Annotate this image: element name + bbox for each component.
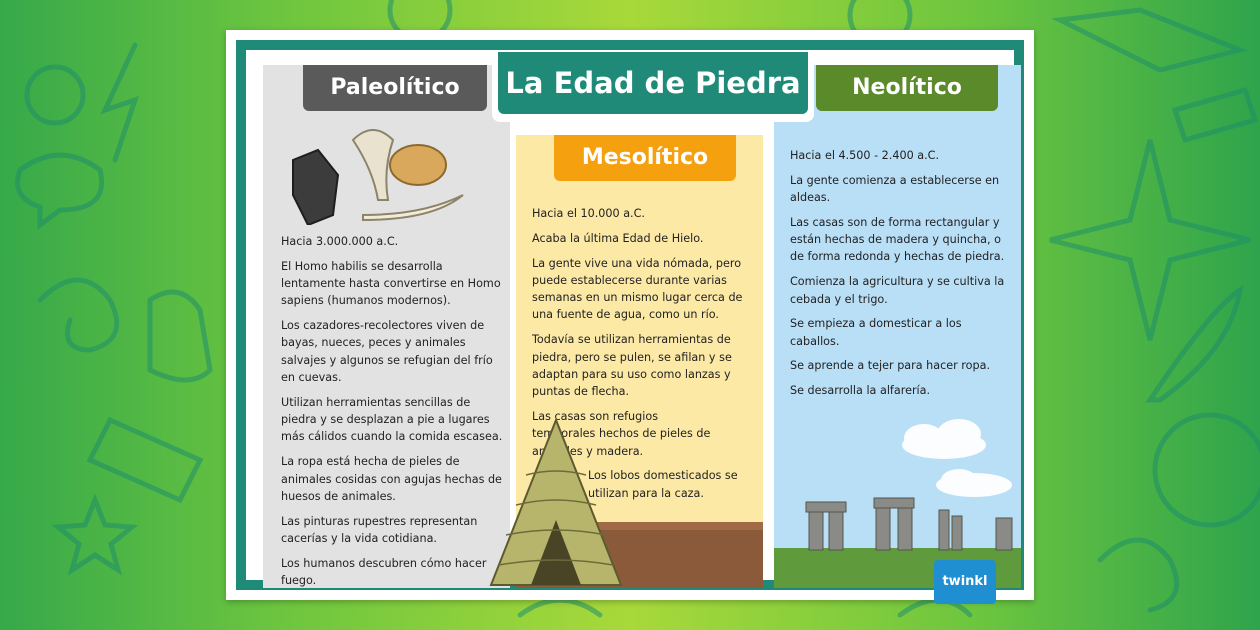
paleo-paragraph: Utilizan herramientas sencillas de piedra y se desplazan a pie a lugares más cálidos cuando la comida escasea. <box>281 395 503 444</box>
swirl-icon <box>40 280 117 350</box>
meso-paragraph: Los lobos domesticados se utilizan para la caza. <box>588 469 738 500</box>
title-box <box>492 50 814 122</box>
meso-paragraph: Acaba la última Edad de Hielo. <box>532 231 704 245</box>
star-icon <box>58 500 132 570</box>
neo-paragraph: Se desarrolla la alfarería. <box>790 384 931 398</box>
leaf-bottom-icon <box>520 600 600 615</box>
meso-paragraph: Todavía se utilizan herramientas de piedra, pero se pulen, se afilan y se adaptan para su uso como lanzas y puntas de flecha. <box>532 333 732 399</box>
lightbulb-icon <box>27 67 83 123</box>
poster-title: La Edad de Piedra <box>498 52 808 114</box>
neo-paragraph: Se empieza a domesticar a los caballos. <box>790 317 962 348</box>
hand-icon <box>150 292 210 380</box>
scroll-icon <box>1175 90 1255 140</box>
flint-stone <box>293 150 338 225</box>
meso-paragraph: Hacia el 10.000 a.C. <box>532 207 645 220</box>
chat-bubble-icon <box>18 155 102 225</box>
globe-icon <box>1155 415 1260 525</box>
heading-mesolitico: Mesolítico <box>554 135 736 181</box>
telescope-icon <box>90 420 200 500</box>
paleo-paragraph: Los cazadores-recolectores viven de bayas, nueces, peces y animales salvajes y algunos se refugian del frío en cuevas. <box>281 319 493 385</box>
poster-inner <box>246 50 1014 589</box>
hut-icon <box>481 415 631 590</box>
neolitico-text <box>790 147 1014 407</box>
poster-card <box>226 30 1034 600</box>
neo-paragraph: Comienza la agricultura y se cultiva la cebada y el trigo. <box>790 275 1005 306</box>
lightning-icon <box>105 45 135 160</box>
neo-paragraph: Las casas son de forma rectangular y están hechas de madera y quincha, o de forma redonda y hechas de piedra. <box>790 215 1005 264</box>
column-paleolitico <box>263 65 510 588</box>
twinkl-logo: twinkl <box>934 560 996 604</box>
cloud-icon <box>902 419 1012 497</box>
standing-stones <box>806 498 1012 550</box>
round-stone <box>390 145 446 185</box>
book-icon <box>1060 10 1240 70</box>
neo-paragraph: Hacia el 4.500 - 2.400 a.C. <box>790 149 940 162</box>
column-neolitico <box>774 65 1021 588</box>
paleo-paragraph: El Homo habilis se desarrolla lentamente hasta convertirse en Homo sapiens (humanos modernos). <box>281 259 501 308</box>
meso-paragraph: La gente vive una vida nómada, pero puede establecerse durante varias semanas en un mismo lugar cerca de una fuente de agua, como un río. <box>532 256 743 322</box>
swirl-right-icon <box>1100 540 1177 610</box>
feather-icon <box>1150 290 1240 400</box>
paleo-paragraph: Las pinturas rupestres representan cacerías y la vida cotidiana. <box>281 514 478 545</box>
poster-frame <box>236 40 1024 590</box>
paleo-paragraph: Hacia 3.000.000 a.C. <box>281 235 399 248</box>
paleo-paragraph: La ropa está hecha de pieles de animales cosidas con agujas hechas de huesos de animales. <box>281 455 502 503</box>
bone-tool <box>353 130 393 200</box>
neo-paragraph: Se aprende a tejer para hacer ropa. <box>790 359 991 373</box>
neo-paragraph: La gente comienza a establecerse en aldeas. <box>790 173 1000 205</box>
heading-neolitico: Neolítico <box>816 65 998 111</box>
heading-paleolitico: Paleolítico <box>303 65 487 111</box>
paleo-paragraph: Los humanos descubren cómo hacer fuego. <box>281 556 487 588</box>
meso-paragraph: Las casas son refugios temporales hechos de pieles de animales y madera. <box>532 409 711 458</box>
stone-tools-illustration <box>283 120 483 225</box>
paleolitico-text <box>281 233 503 597</box>
column-mesolitico <box>516 135 763 588</box>
